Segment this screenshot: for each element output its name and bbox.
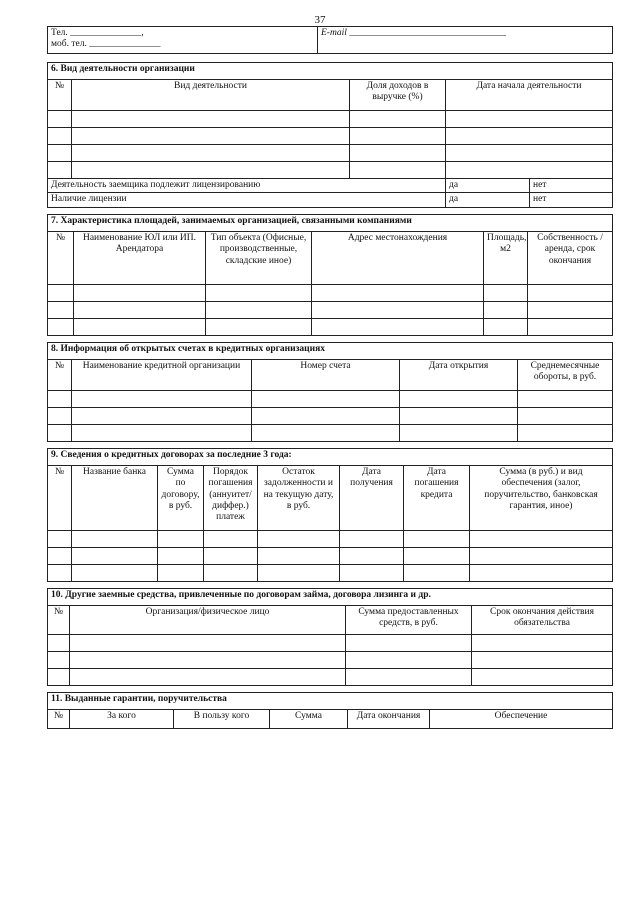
- col-header-account-number: Номер счета: [252, 359, 400, 390]
- table-row: [48, 424, 613, 441]
- table-row: [48, 111, 613, 128]
- table-row: [48, 651, 613, 668]
- col-header-repayment-date: Дата погашения кредита: [404, 465, 470, 530]
- col-header-object-type: Тип объекта (Офисные, производственные, складские иное): [206, 231, 312, 284]
- table-row: [48, 668, 613, 685]
- section-9-title: 9. Сведения о кредитных договорах за последние 3 года:: [48, 448, 613, 465]
- col-header-no: №: [48, 709, 70, 728]
- table-row: [48, 162, 613, 179]
- col-header-repayment-order: Порядок погашения (аннуитет/ диффер.) платеж: [204, 465, 258, 530]
- section-11-table: [47, 692, 613, 729]
- license-yes[interactable]: да: [446, 193, 530, 207]
- col-header-no: №: [48, 80, 72, 111]
- table-row: [48, 390, 613, 407]
- col-header-bank-name: Название банка: [72, 465, 158, 530]
- col-header-contract-amount: Сумма по договору, в руб.: [158, 465, 204, 530]
- section-10-title: 10. Другие заемные средства, привлеченные по договорам займа, договора лизинга и др.: [48, 588, 613, 605]
- email-field[interactable]: _________________________________: [349, 28, 506, 38]
- col-header-provided-amount: Сумма предоставленных средств, в руб.: [346, 605, 472, 634]
- col-header-area: Площадь, м2: [484, 231, 528, 284]
- phone-field[interactable]: _______________,: [70, 28, 144, 38]
- table-row: [48, 145, 613, 162]
- license-row: [48, 193, 613, 207]
- table-row: [48, 318, 613, 335]
- email-label: E-mail: [321, 28, 347, 38]
- col-header-start-date: Дата начала деятельности: [446, 80, 613, 111]
- license-label: Наличие лицензии: [48, 193, 446, 207]
- col-header-no: №: [48, 465, 72, 530]
- section-7-title: 7. Характеристика площадей, занимаемых организацией, связанными компаниями: [48, 214, 613, 231]
- col-header-no: №: [48, 231, 74, 284]
- col-header-organization: Организация/физическое лицо: [70, 605, 346, 634]
- mobile-label: моб. тел.: [51, 39, 87, 50]
- phone-label: Тел.: [51, 28, 68, 38]
- section-7-table: [47, 214, 613, 336]
- table-row: [48, 547, 613, 564]
- section-8-table: [47, 342, 613, 442]
- col-header-security: Обеспечение: [430, 709, 613, 728]
- section-9-table: [47, 448, 613, 582]
- col-header-amount: Сумма: [270, 709, 348, 728]
- contacts-table: [47, 26, 613, 54]
- col-header-income-share: Доля доходов в выручке (%): [350, 80, 446, 111]
- col-header-no: №: [48, 359, 72, 390]
- col-header-turnover: Среднемесячные обороты, в руб.: [518, 359, 613, 390]
- licensing-label: Деятельность заемщика подлежит лицензированию: [48, 179, 446, 193]
- col-header-credit-org: Наименование кредитной организации: [72, 359, 252, 390]
- mobile-field[interactable]: _______________: [89, 39, 161, 50]
- col-header-no: №: [48, 605, 70, 634]
- table-row: [48, 634, 613, 651]
- table-row: [48, 530, 613, 547]
- licensing-row: [48, 179, 613, 193]
- loan-application-form: [47, 26, 613, 729]
- col-header-collateral: Сумма (в руб.) и вид обеспечения (залог, поручительство, банковская гарантия, иное): [470, 465, 613, 530]
- section-10-table: [47, 588, 613, 686]
- table-row: [48, 407, 613, 424]
- col-header-tenant: Наименование ЮЛ или ИП. Арендатора: [74, 231, 206, 284]
- license-no[interactable]: нет: [530, 193, 613, 207]
- col-header-receipt-date: Дата получения: [340, 465, 404, 530]
- col-header-ownership: Собственность /аренда, срок окончания: [528, 231, 613, 284]
- col-header-end-date: Дата окончания: [348, 709, 430, 728]
- section-6-table: [47, 62, 613, 208]
- col-header-obligation-end: Срок окончания действия обязательства: [472, 605, 613, 634]
- col-header-beneficiary: В пользу кого: [174, 709, 270, 728]
- section-11-title: 11. Выданные гарантии, поручительства: [48, 692, 613, 709]
- col-header-activity: Вид деятельности: [72, 80, 350, 111]
- col-header-open-date: Дата открытия: [400, 359, 518, 390]
- col-header-for-whom: За кого: [70, 709, 174, 728]
- table-row: [48, 128, 613, 145]
- licensing-no[interactable]: нет: [530, 179, 613, 193]
- table-row: [48, 284, 613, 301]
- section-8-title: 8. Информация об открытых счетах в кредитных организациях: [48, 342, 613, 359]
- table-row: [48, 301, 613, 318]
- page-number: 37: [314, 14, 326, 26]
- section-6-title: 6. Вид деятельности организации: [48, 63, 613, 80]
- col-header-address: Адрес местонахождения: [312, 231, 484, 284]
- col-header-debt-balance: Остаток задолженности и на текущую дату, в руб.: [258, 465, 340, 530]
- table-row: [48, 564, 613, 581]
- licensing-yes[interactable]: да: [446, 179, 530, 193]
